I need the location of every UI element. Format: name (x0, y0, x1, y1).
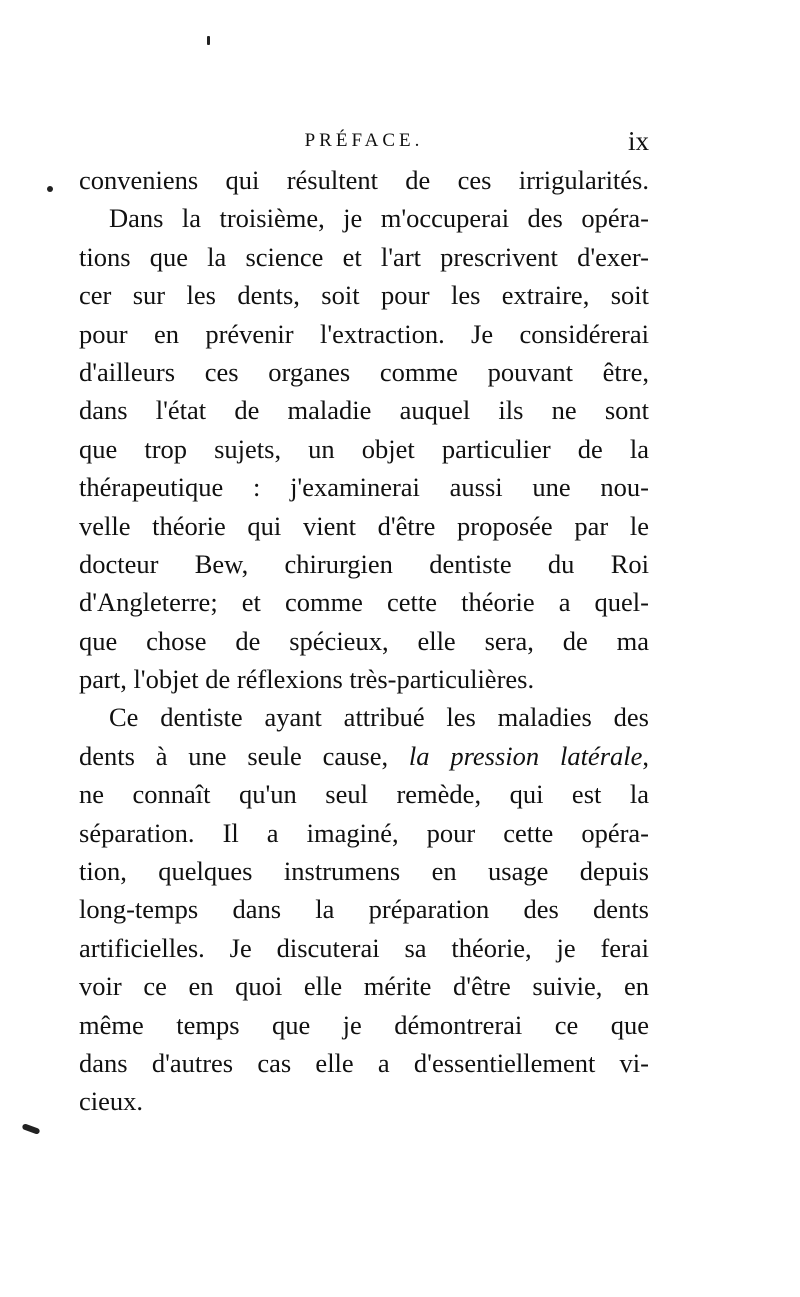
text-line: pour en prévenir l'extraction. Je considérerai (79, 318, 649, 349)
text-line: tions que la science et l'art prescrivent d'exer- (79, 241, 649, 272)
text-line: velle théorie qui vient d'être proposée par le (79, 510, 649, 541)
page-number: ix (627, 126, 649, 156)
text-line: conveniens qui résultent de ces irrigularités. (79, 165, 649, 195)
text-line: d'Angleterre; et comme cette théorie a quel- (79, 587, 649, 618)
text-line: que trop sujets, un objet particulier de la (79, 433, 649, 464)
text-line: tion, quelques instrumens en usage depuis (79, 856, 649, 887)
paragraph-start-line: Dans la troisième, je m'occuperai des opéra- (109, 203, 649, 234)
text-line: séparation. Il a imaginé, pour cette opéra- (79, 817, 649, 848)
scan-speck (207, 36, 210, 45)
text-line: cer sur les dents, soit pour les extraire, soit (79, 280, 649, 311)
text-line: artificielles. Je discuterai sa théorie, je ferai (79, 932, 649, 963)
italic-phrase: la pression latérale (408, 740, 643, 771)
text-line: d'ailleurs ces organes comme pouvant être, (79, 356, 649, 387)
scan-speck (22, 1123, 41, 1135)
text-line-with-italic (79, 737, 649, 775)
body-text (79, 161, 649, 1121)
text-line: long-temps dans la préparation des dents (79, 894, 649, 925)
text-line: ne connaît qu'un seul remède, qui est la (79, 779, 649, 810)
scan-speck (47, 186, 53, 192)
text-line: voir ce en quoi elle mérite d'être suivie, en (79, 971, 649, 1002)
paragraph-end-line: part, l'objet de réflexions très-particulières. (79, 664, 535, 695)
text-line: dans l'état de maladie auquel ils ne sont (79, 395, 649, 426)
text-line: thérapeutique : j'examinerai aussi une nou- (79, 472, 649, 503)
text-segment: dents à une seule cause, (79, 740, 409, 771)
paragraph-end-line: cieux. (79, 1086, 144, 1117)
paragraph-start-line: Ce dentiste ayant attribué les maladies des (109, 702, 649, 733)
running-head (79, 128, 649, 160)
running-title: PRÉFACE. (304, 130, 424, 151)
text-line: dans d'autres cas elle a d'essentiellement vi- (79, 1047, 649, 1078)
text-line: que chose de spécieux, elle sera, de ma (79, 625, 649, 656)
text-segment: , (642, 740, 650, 771)
text-line: docteur Bew, chirurgien dentiste du Roi (79, 548, 649, 579)
text-line: même temps que je démontrerai ce que (79, 1009, 649, 1040)
